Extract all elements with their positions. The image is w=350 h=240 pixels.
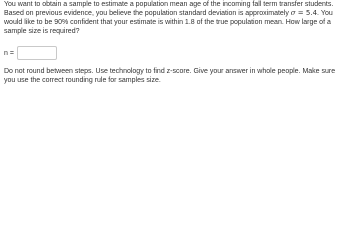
question-text-after-sigma: . You would like to be 90% confident that your estimate is within 1.8 of the true population mean. How large of a sample size is required? (4, 10, 333, 35)
question-text-before-sigma: You want to obtain a sample to estimate a population mean age of the incoming fall term transfer students. Based on previous evidence, you believe the population standard deviation is approximately (4, 1, 334, 17)
sigma-symbol: σ (290, 9, 296, 17)
answer-row (4, 46, 57, 60)
answer-label: n = (4, 49, 14, 57)
instructions-text: Do not round between steps. Use technology to find z-score. Give your answer in whole people. Make sure you use the correct rounding rule for samples size. (4, 68, 336, 84)
equals-sign: = (295, 9, 306, 17)
sigma-value: 5.4 (305, 9, 318, 17)
question-text (4, 0, 348, 36)
sample-size-input[interactable] (17, 46, 57, 60)
